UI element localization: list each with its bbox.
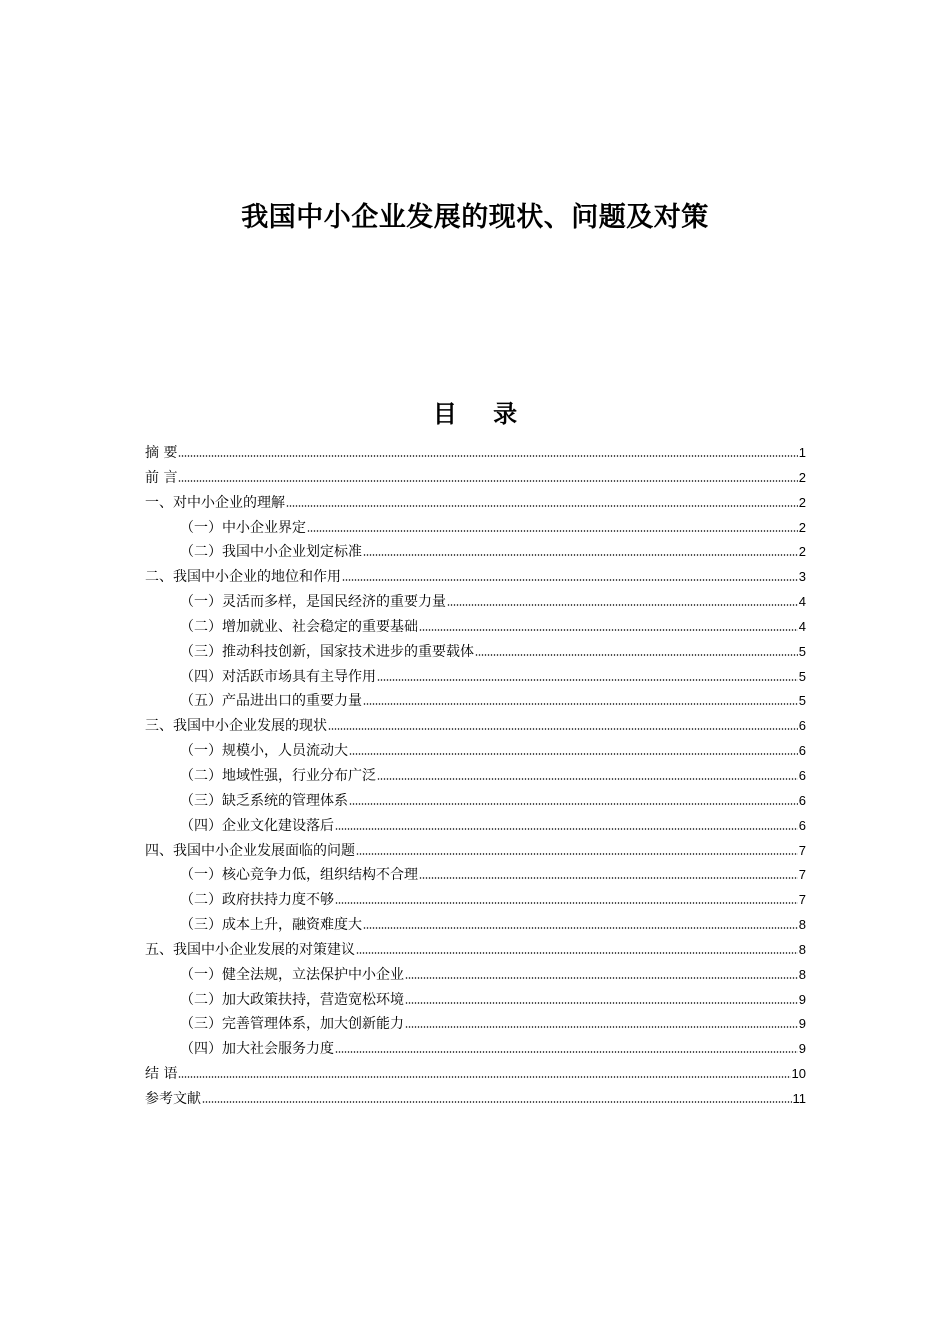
toc-entry-chapter-2[interactable] bbox=[145, 565, 806, 590]
toc-entry-section-2-5[interactable] bbox=[145, 689, 806, 714]
toc-page-number: 2 bbox=[798, 469, 806, 485]
toc-page-number: 11 bbox=[792, 1090, 806, 1106]
toc-entry-chapter-5[interactable] bbox=[145, 938, 806, 963]
toc-page-number: 8 bbox=[798, 917, 806, 933]
dot-leader bbox=[349, 797, 798, 805]
dot-leader bbox=[363, 697, 798, 705]
toc-page-number: 2 bbox=[798, 494, 806, 510]
toc-page-number: 9 bbox=[798, 1041, 806, 1057]
toc-entry-label[interactable]: 前 言 bbox=[145, 469, 178, 486]
toc-entry-label[interactable]: 二、我国中小企业的地位和作用 bbox=[145, 569, 341, 586]
toc-page-number: 10 bbox=[791, 1066, 806, 1082]
dot-leader bbox=[349, 747, 798, 755]
document-title: 我国中小企业发展的现状、问题及对策 bbox=[241, 202, 709, 234]
toc-page-number: 2 bbox=[798, 519, 806, 535]
dot-leader bbox=[475, 648, 798, 656]
toc-page-number: 2 bbox=[798, 544, 806, 560]
dot-leader bbox=[405, 971, 798, 979]
toc-entry-label[interactable]: （五）产品进出口的重要力量 bbox=[180, 693, 362, 710]
toc-entry-label[interactable]: （三）推动科技创新，国家技术进步的重要载体 bbox=[180, 643, 474, 660]
toc-entry-label[interactable]: （四）对活跃市场具有主导作用 bbox=[180, 668, 376, 685]
toc-entry-section-5-1[interactable] bbox=[145, 963, 806, 988]
toc-entry-section-1-2[interactable] bbox=[145, 540, 806, 565]
toc-page-number: 8 bbox=[798, 966, 806, 982]
dot-leader bbox=[377, 673, 798, 681]
dot-leader bbox=[405, 1020, 798, 1028]
dot-leader bbox=[178, 474, 797, 482]
toc-entry-section-5-4[interactable] bbox=[145, 1037, 806, 1062]
toc-entry-label[interactable]: （一）健全法规，立法保护中小企业 bbox=[180, 966, 404, 983]
toc-entry-label[interactable]: （三）缺乏系统的管理体系 bbox=[180, 792, 348, 809]
toc-entry-label[interactable]: （三）成本上升，融资难度大 bbox=[180, 917, 362, 934]
toc-page-number: 5 bbox=[798, 693, 806, 709]
dot-leader bbox=[363, 548, 798, 556]
dot-leader bbox=[307, 524, 798, 532]
toc-entry-label[interactable]: 四、我国中小企业发展面临的问题 bbox=[145, 842, 355, 859]
toc-entry-label[interactable]: （二）政府扶持力度不够 bbox=[180, 892, 334, 909]
toc-entry-chapter-3[interactable] bbox=[145, 714, 806, 739]
dot-leader bbox=[356, 946, 798, 954]
toc-entry-section-2-1[interactable] bbox=[145, 590, 806, 615]
toc-entry-label[interactable]: 一、对中小企业的理解 bbox=[145, 494, 285, 511]
toc-page-number: 6 bbox=[798, 817, 806, 833]
toc-page-number: 4 bbox=[798, 618, 806, 634]
toc-page-number: 9 bbox=[798, 1016, 806, 1032]
toc-page-number: 6 bbox=[798, 743, 806, 759]
toc-page-number: 7 bbox=[798, 892, 806, 908]
toc-entry-label[interactable]: 五、我国中小企业发展的对策建议 bbox=[145, 941, 355, 958]
toc-entry-section-4-3[interactable] bbox=[145, 913, 806, 938]
toc-entry-abstract[interactable] bbox=[145, 441, 806, 466]
toc-entry-section-5-2[interactable] bbox=[145, 988, 806, 1013]
toc-entry-label[interactable]: （一）规模小，人员流动大 bbox=[180, 743, 348, 760]
toc-entry-section-2-4[interactable] bbox=[145, 665, 806, 690]
toc-entry-label[interactable]: （二）地域性强，行业分布广泛 bbox=[180, 767, 376, 784]
dot-leader bbox=[335, 1045, 798, 1053]
toc-entry-preface[interactable] bbox=[145, 466, 806, 491]
toc-entry-label[interactable]: （一）核心竞争力低，组织结构不合理 bbox=[180, 867, 418, 884]
toc-entry-chapter-4[interactable] bbox=[145, 839, 806, 864]
toc-entry-chapter-1[interactable] bbox=[145, 491, 806, 516]
toc-page-number: 6 bbox=[798, 792, 806, 808]
toc-entry-label[interactable]: （一）中小企业界定 bbox=[180, 519, 306, 536]
toc-entry-label[interactable]: （二）增加就业、社会稳定的重要基础 bbox=[180, 618, 418, 635]
toc-entry-label[interactable]: （二）我国中小企业划定标准 bbox=[180, 544, 362, 561]
toc-page-number: 8 bbox=[798, 941, 806, 957]
toc-entry-label[interactable]: 三、我国中小企业发展的现状 bbox=[145, 718, 327, 735]
table-of-contents bbox=[145, 441, 806, 1112]
toc-entry-label[interactable]: （四）企业文化建设落后 bbox=[180, 817, 334, 834]
toc-entry-section-3-3[interactable] bbox=[145, 789, 806, 814]
dot-leader bbox=[447, 598, 798, 606]
toc-page-number: 5 bbox=[798, 668, 806, 684]
toc-entry-section-1-1[interactable] bbox=[145, 516, 806, 541]
dot-leader bbox=[202, 1095, 792, 1103]
toc-page-number: 6 bbox=[798, 718, 806, 734]
toc-page-number: 3 bbox=[798, 569, 806, 585]
dot-leader bbox=[335, 896, 798, 904]
toc-entry-label[interactable]: 结 语 bbox=[145, 1066, 178, 1083]
toc-page-number: 7 bbox=[798, 867, 806, 883]
dot-leader bbox=[335, 822, 798, 830]
dot-leader bbox=[178, 449, 797, 457]
toc-entry-section-3-2[interactable] bbox=[145, 764, 806, 789]
toc-entry-section-4-2[interactable] bbox=[145, 888, 806, 913]
toc-entry-section-3-4[interactable] bbox=[145, 814, 806, 839]
toc-entry-label[interactable]: （三）完善管理体系，加大创新能力 bbox=[180, 1016, 404, 1033]
toc-entry-label[interactable]: 参考文献 bbox=[145, 1090, 201, 1107]
toc-entry-label[interactable]: 摘 要 bbox=[145, 445, 178, 461]
dot-leader bbox=[178, 1070, 790, 1078]
dot-leader bbox=[286, 499, 798, 507]
toc-entry-label[interactable]: （二）加大政策扶持，营造宽松环境 bbox=[180, 991, 404, 1008]
toc-page-number: 7 bbox=[798, 842, 806, 858]
dot-leader bbox=[328, 722, 798, 730]
toc-entry-section-5-3[interactable] bbox=[145, 1012, 806, 1037]
toc-entry-label[interactable]: （四）加大社会服务力度 bbox=[180, 1041, 334, 1058]
dot-leader bbox=[356, 847, 798, 855]
dot-leader bbox=[405, 996, 798, 1004]
dot-leader bbox=[419, 623, 798, 631]
toc-entry-references[interactable] bbox=[145, 1087, 806, 1112]
dot-leader bbox=[377, 772, 798, 780]
toc-entry-section-3-1[interactable] bbox=[145, 739, 806, 764]
toc-entry-section-2-3[interactable] bbox=[145, 640, 806, 665]
dot-leader bbox=[419, 871, 798, 879]
dot-leader bbox=[363, 921, 798, 929]
toc-page-number: 1 bbox=[798, 445, 806, 460]
toc-entry-section-4-1[interactable] bbox=[145, 863, 806, 888]
toc-entry-section-2-2[interactable] bbox=[145, 615, 806, 640]
toc-page-number: 9 bbox=[798, 991, 806, 1007]
dot-leader bbox=[342, 573, 798, 581]
toc-page-number: 4 bbox=[798, 594, 806, 610]
toc-page-number: 5 bbox=[798, 643, 806, 659]
toc-entry-conclusion[interactable] bbox=[145, 1062, 806, 1087]
toc-page-number: 6 bbox=[798, 767, 806, 783]
toc-entry-label[interactable]: （一）灵活而多样，是国民经济的重要力量 bbox=[180, 594, 446, 611]
toc-heading: 目 录 bbox=[432, 400, 532, 428]
